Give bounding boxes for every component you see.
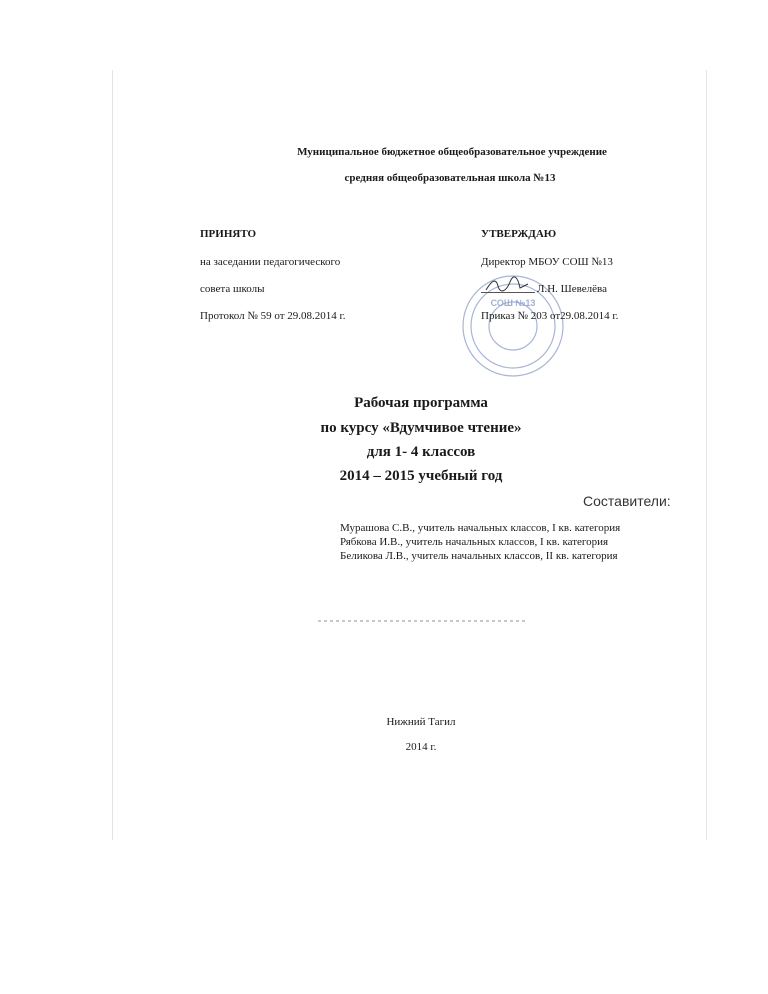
stamp-text: СОШ №13 bbox=[490, 298, 536, 308]
document-year: 2014 г. bbox=[405, 741, 437, 753]
approved-heading: УТВЕРЖДАЮ bbox=[481, 228, 557, 240]
accepted-line-1: на заседании педагогического bbox=[200, 256, 341, 268]
school-name-line-1: Муниципальное бюджетное общеобразовательное учреждение bbox=[297, 146, 607, 158]
scan-artifact bbox=[318, 620, 528, 622]
accepted-heading: ПРИНЯТО bbox=[200, 228, 257, 240]
title-line-1: Рабочая программа bbox=[354, 395, 488, 411]
title-line-2: по курсу «Вдумчивое чтение» bbox=[320, 420, 522, 436]
school-name-line-2: средняя общеобразовательная школа №13 bbox=[344, 172, 556, 184]
approved-order: Приказ № 203 от29.08.2014 г. bbox=[481, 310, 619, 322]
accepted-line-2: совета школы bbox=[200, 283, 265, 295]
accepted-protocol: Протокол № 59 от 29.08.2014 г. bbox=[200, 310, 346, 322]
title-line-3: для 1- 4 классов bbox=[366, 444, 476, 460]
author-item: Беликова Л.В., учитель начальных классов, II кв. категория bbox=[340, 550, 618, 562]
author-item: Рябкова И.В., учитель начальных классов, I кв. категория bbox=[340, 536, 609, 548]
city-name: Нижний Тагил bbox=[386, 716, 456, 728]
title-line-4: 2014 – 2015 учебный год bbox=[339, 468, 503, 484]
author-item: Мурашова С.В., учитель начальных классов, I кв. категория bbox=[340, 522, 621, 534]
signature-line bbox=[481, 292, 535, 293]
approved-director-name: Л.Н. Шевелёва bbox=[537, 283, 607, 295]
authors-heading: Составители: bbox=[583, 493, 671, 509]
approved-director-title: Директор МБОУ СОШ №13 bbox=[481, 256, 613, 268]
